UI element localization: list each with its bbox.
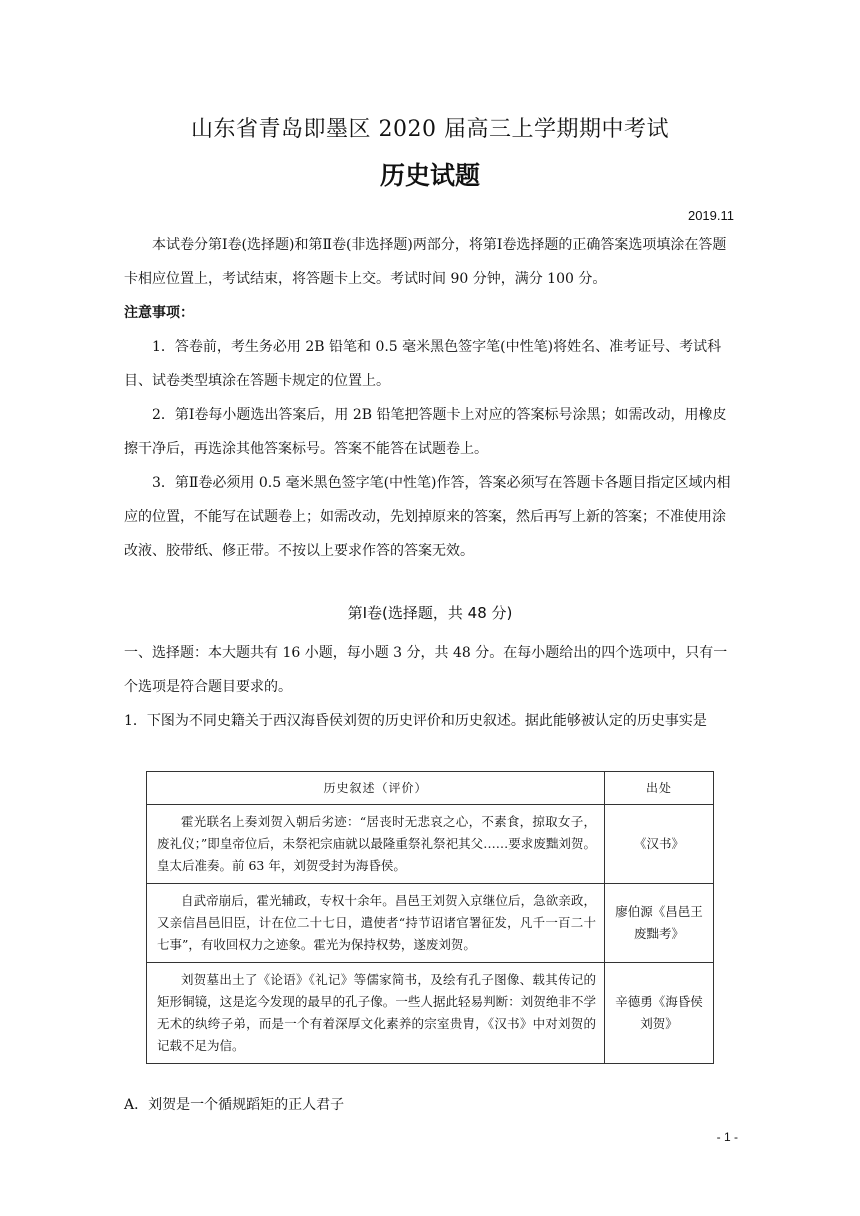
table-cell-narrative: 刘贺墓出土了《论语》《礼记》等儒家简书，及绘有孔子图像、载其传记的矩形铜镜，这是迄今发现的最早的孔子像。一些人据此轻易判断：刘贺绝非不学无术的纨绔子弟，而是一个有着深厚文化素养的宗室贵胄，《汉书》中对刘贺的记载不足为信。 bbox=[147, 963, 605, 1064]
notes-heading: 注意事项： bbox=[124, 305, 194, 321]
exam-date: 2019.11 bbox=[687, 208, 734, 223]
history-table bbox=[146, 771, 714, 1064]
note-item-2: 2．第Ⅰ卷每小题选出答案后，用 2B 铅笔把答题卡上对应的答案标号涂黑；如需改动，用橡皮擦干净后，再选涂其他答案标号。答案不能答在试题卷上。 bbox=[124, 407, 727, 457]
table-row bbox=[147, 963, 714, 1064]
intro-paragraph: 本试卷分第Ⅰ卷(选择题)和第Ⅱ卷(非选择题)两部分，将第Ⅰ卷选择题的正确答案选项填涂在答题卡相应位置上，考试结束，将答题卡上交。考试时间 90 分钟，满分 100 分。 bbox=[124, 237, 727, 287]
option-a: A．刘贺是一个循规蹈矩的正人君子 bbox=[124, 1097, 345, 1113]
note-item-3: 3．第Ⅱ卷必须用 0.5 毫米黑色签字笔(中性笔)作答，答案必须写在答题卡各题目指定区域内相应的位置，不能写在试题卷上；如需改动，先划掉原来的答案，然后再写上新的答案；不准使用涂改液、胶带纸、修正带。不按以上要求作答的答案无效。 bbox=[124, 475, 731, 559]
note-item-1: 1．答卷前，考生务必用 2B 铅笔和 0.5 毫米黑色签字笔(中性笔)将姓名、准考证号、考试科目、试卷类型填涂在答题卡规定的位置上。 bbox=[124, 339, 722, 389]
page-number: - 1 - bbox=[716, 1130, 738, 1144]
table-cell-narrative: 自武帝崩后，霍光辅政，专权十余年。昌邑王刘贺入京继位后，急欲亲政，又亲信昌邑旧臣，计在位二十七日，遣使者“持节诏诸官署征发，凡千一百二十七事”，有收回权力之迹象。霍光为保持权势，遂废刘贺。 bbox=[147, 884, 605, 963]
section-instructions: 一、选择题：本大题共有 16 小题，每小题 3 分，共 48 分。在每小题给出的四个选项中，只有一个选项是符合题目要求的。 bbox=[124, 645, 728, 695]
exam-title: 山东省青岛即墨区 2020 届高三上学期期中考试 bbox=[191, 117, 669, 142]
table-header-row bbox=[147, 772, 714, 805]
table-row bbox=[147, 805, 714, 884]
table-cell-source: 辛德勇《海昏侯刘贺》 bbox=[605, 963, 714, 1064]
question-1-stem: 1．下图为不同史籍关于西汉海昏侯刘贺的历史评价和历史叙述。据此能够被认定的历史事实是 bbox=[124, 713, 707, 729]
table-header-narrative: 历史叙述（评价） bbox=[147, 772, 605, 805]
table-row bbox=[147, 884, 714, 963]
table-cell-source: 廖伯源《昌邑王废黜考》 bbox=[605, 884, 714, 963]
exam-subtitle: 历史试题 bbox=[379, 161, 480, 190]
section-title: 第Ⅰ卷(选择题，共 48 分) bbox=[347, 604, 513, 622]
table-cell-source: 《汉书》 bbox=[605, 805, 714, 884]
table-header-source: 出处 bbox=[605, 772, 714, 805]
table-cell-narrative: 霍光联名上奏刘贺入朝后劣迹：“居丧时无悲哀之心，不素食，掠取女子，废礼仪；”即皇帝位后，未祭祀宗庙就以最隆重祭礼祭祀其父……要求废黜刘贺。皇太后准奏。前 63 年，刘贺受封为海昏侯。 bbox=[147, 805, 605, 884]
